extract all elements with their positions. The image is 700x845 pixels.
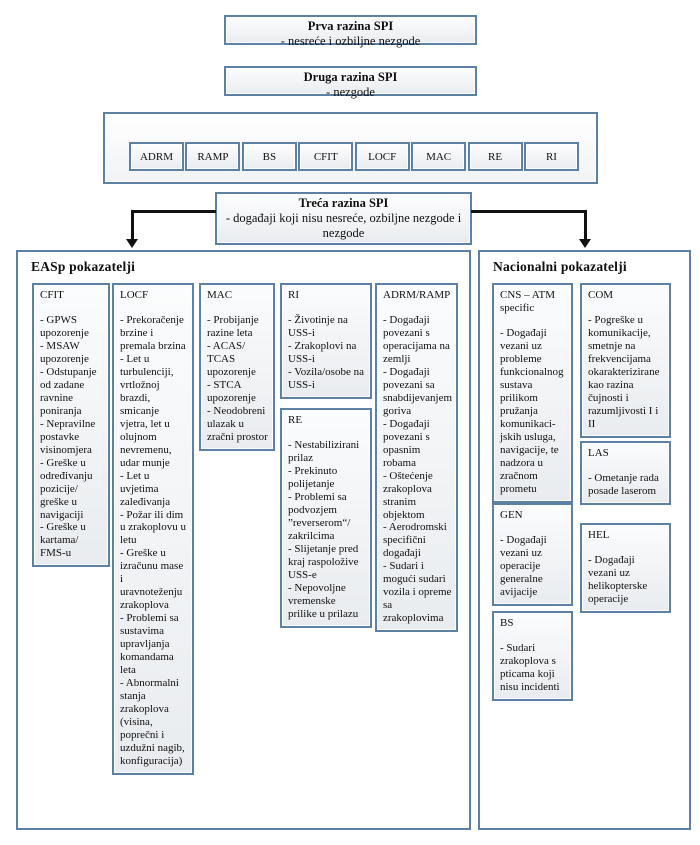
indicator-box-mac-title: MAC — [207, 289, 233, 301]
indicator-box-ri — [280, 283, 372, 399]
panel-easp — [16, 250, 471, 830]
indicator-box-cns — [492, 283, 573, 503]
indicator-box-re-title: RE — [288, 414, 303, 426]
indicator-box-cfit-title: CFIT — [40, 289, 64, 301]
connector-left-horizontal — [131, 210, 216, 213]
indicator-box-las — [580, 441, 671, 505]
indicator-box-locf-title: LOCF — [120, 289, 149, 301]
level2-subtitle: - nezgode — [326, 84, 375, 99]
indicator-box-adrm-ramp-title: ADRM/RAMP — [383, 289, 451, 301]
indicator-box-re-items: - Nestabilizirani prilaz - Prekinuto polijetanje - Problemi sa podvozjem ”reverserom“/ zakrilcima - Slijetanje pred kraj raspoložive USS-e - Nepovoljne vremenske prilike u prilazu — [288, 438, 360, 620]
level3-subtitle: - događaji koji nisu nesreće, ozbiljne nezgode i nezgode — [225, 210, 462, 240]
indicator-box-hel-title: HEL — [588, 529, 610, 541]
connector-left-vertical — [131, 210, 134, 240]
indicator-box-locf — [112, 283, 194, 775]
level2-title: Druga razina SPI — [303, 70, 398, 84]
indicator-box-adrm-ramp-items: - Događaji povezani s operacijama na zemlji - Događaji povezani sa snabdijevanjem goriva - Događaji povezani s opasnim robama - Oštećenje zrakoplova stranim objektom - Aerodromski specifični događaji - Sudari i mogući sudari vozila i opreme sa zrakoplovima — [383, 313, 453, 625]
indicator-box-cns-items: - Događaji vezani uz probleme funkcionalnog sustava prilikom pružanja komunikaci- jskih usluga, navigacije, te nadzora u zračnom prometu — [500, 326, 564, 495]
indicator-box-locf-items: - Prekoračenje brzine i premala brzina - Let u turbulenciji, vrtložnoj brazdi, smicanje vjetra, let u olujnom nevremenu, udar munje - Let u uvjetima zaleđivanja - Požar ili dim u zrakoplovu u letu - Greške u izračunu mase i uravnoteženju zrakoplova - Problemi sa sustavima upravljanja komandama leta - Abnormalni stanja zrakoplova (visina, poprečni i uzdužni nagib, konfiguracija) — [120, 313, 186, 767]
level3-title: Treća razina SPI — [298, 196, 389, 210]
indicator-box-adrm-ramp — [375, 283, 458, 632]
indicator-box-bs-items: - Sudari zrakoplova s pticama koji nisu incidenti — [500, 641, 560, 693]
indicator-box-mac — [199, 283, 275, 451]
category-box-ri: RI — [524, 142, 579, 171]
arrowhead-left-icon — [126, 239, 138, 248]
indicator-box-gen — [492, 503, 573, 606]
indicator-box-cfit — [32, 283, 110, 567]
indicator-box-ri-title: RI — [288, 289, 299, 301]
indicator-box-hel — [580, 523, 671, 613]
connector-right-vertical — [584, 210, 587, 240]
level1-box — [224, 15, 477, 48]
indicator-box-hel-items: - Događaji vezani uz helikopterske operacije — [588, 553, 648, 605]
indicator-box-gen-title: GEN — [500, 509, 523, 521]
indicator-box-bs — [492, 611, 573, 701]
category-box-locf: LOCF — [355, 142, 410, 171]
level1-subtitle: - nesreće i ozbiljne nezgode — [280, 33, 421, 48]
category-box-bs: BS — [242, 142, 297, 171]
indicator-box-bs-title: BS — [500, 617, 514, 629]
level1-title: Prva razina SPI — [307, 19, 394, 33]
indicator-box-las-title: LAS — [588, 447, 609, 459]
indicator-box-cns-title: CNS – ATM specific — [500, 289, 556, 314]
indicator-box-re — [280, 408, 372, 628]
indicator-box-com — [580, 283, 671, 438]
category-box-adrm: ADRM — [129, 142, 184, 171]
indicator-box-ri-items: - Životinje na USS-i - Zrakoplovi na USS-i - Vozila/osobe na USS-i — [288, 313, 364, 391]
indicator-box-mac-items: - Probijanje razine leta - ACAS/ TCAS upozorenje - STCA upozorenje - Neodobreni ulazak u zračni prostor — [207, 313, 268, 443]
indicator-box-cfit-items: - GPWS upozorenje - MSAW upozorenje - Odstupanje od zadane ravnine poniranja - Nepravilne postavke visinomjera - Greške u određivanju pozicije/ greške u navigaciji - Greške u kartama/ FMS-u — [40, 313, 97, 560]
panel-national — [478, 250, 691, 830]
level2-box — [224, 66, 477, 99]
category-box-re: RE — [468, 142, 523, 171]
panel-national-header: Nacionalni pokazatelji — [493, 259, 627, 274]
indicator-box-com-items: - Pogreške u komunikacije, smetnje na frekvencijama okarakterizirane kao razina čujnosti i razumljivosti I i II — [588, 313, 660, 430]
category-row-container — [103, 112, 598, 184]
indicator-box-gen-items: - Događaji vezani uz operacije generalne avijacije — [500, 533, 547, 598]
category-box-ramp: RAMP — [185, 142, 240, 171]
arrowhead-right-icon — [579, 239, 591, 248]
connector-right-horizontal — [471, 210, 587, 213]
category-box-cfit: CFIT — [298, 142, 353, 171]
category-box-mac: MAC — [411, 142, 466, 171]
panel-easp-header: EASp pokazatelji — [31, 259, 136, 274]
indicator-box-com-title: COM — [588, 289, 614, 301]
level3-box — [215, 192, 472, 245]
indicator-box-las-items: - Ometanje rada posade laserom — [588, 471, 659, 497]
